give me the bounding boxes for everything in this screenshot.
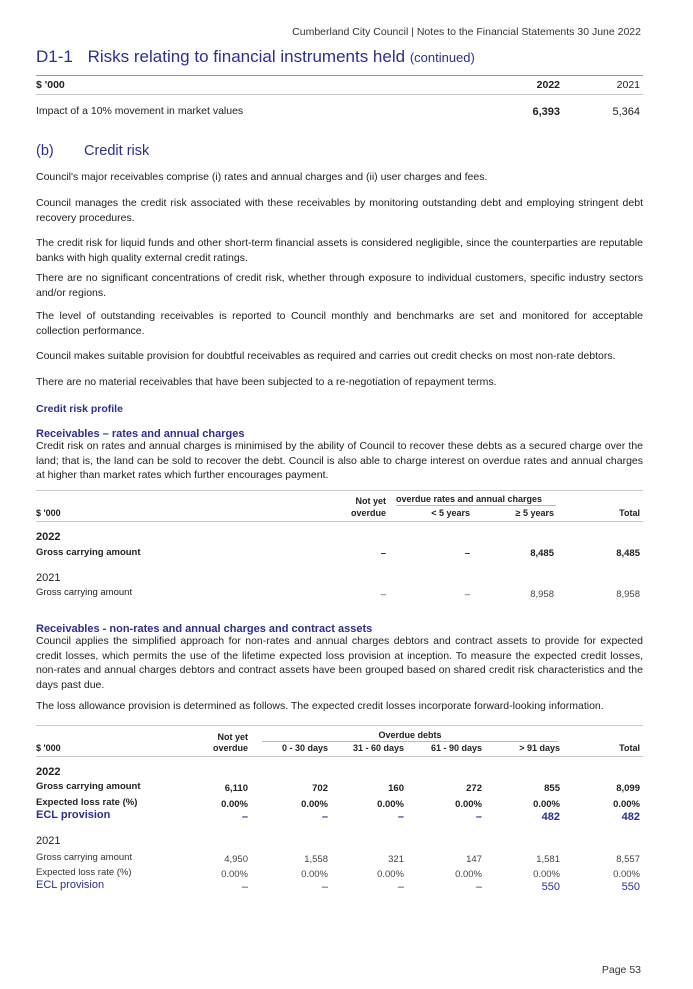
table-cell: 0.00% (301, 799, 328, 810)
not-yet-header: Not yet (217, 732, 248, 742)
table-cell: 482 (541, 811, 560, 823)
not-yet-header: Not yet (355, 496, 386, 506)
col-91-header: > 91 days (519, 743, 560, 753)
paragraph: There are no material receivables that have been subjected to a re-negotiation of repayment terms. (36, 376, 497, 388)
table-cell: 272 (466, 783, 482, 794)
total-header: Total (619, 508, 640, 518)
ecl-provision-label: ECL provision (36, 809, 111, 821)
table-cell: 8,485 (616, 548, 640, 559)
table-cell: 0.00% (221, 799, 248, 810)
col-31-60-header: 31 - 60 days (352, 743, 404, 753)
ecl-provision-label: ECL provision (36, 879, 105, 891)
group-header-rule (396, 505, 556, 506)
page-number: Page 53 (601, 964, 641, 976)
year-2021-label: 2021 (36, 835, 61, 847)
section-label: (b) (36, 143, 54, 159)
total-header: Total (619, 743, 640, 753)
note-title: Risks relating to financial instruments held (87, 47, 406, 66)
col-label: $ '000 (36, 743, 61, 753)
header-rule (36, 94, 643, 95)
market-value-2021: 5,364 (612, 106, 640, 118)
market-row-label: Impact of a 10% movement in market values (36, 105, 244, 117)
lt5-header: < 5 years (431, 508, 470, 518)
table-cell: 702 (312, 783, 328, 794)
nonrates-paragraph: Council applies the simplified approach for non-rates and annual charges debtors and contract assets to provide for expected credit losses, which permits the use of the lifetime expected loss provision at inception. To measure the expected credit losses, non-rates and annual charges debtors and contract assets have been grouped based on shared credit risk characteristics and the days past due. (36, 635, 643, 691)
gross-carrying-amount-label: Gross carrying amount (36, 587, 133, 598)
group-header: overdue rates and annual charges (396, 494, 543, 504)
table-cell: – (321, 811, 328, 823)
table-cell: 0.00% (377, 799, 404, 810)
table-cell: – (321, 881, 328, 893)
gross-carrying-amount-label: Gross carrying amount (36, 547, 141, 558)
table-cell: 8,958 (616, 589, 640, 600)
section-title: Credit risk (84, 143, 150, 159)
expected-loss-rate-label: Expected loss rate (%) (36, 867, 132, 878)
year-2021-label: 2021 (36, 572, 61, 584)
market-value-2022: 6,393 (532, 106, 560, 118)
overdue-header: overdue (212, 743, 248, 753)
col-label: $ '000 (36, 79, 65, 91)
rates-heading: Receivables – rates and annual charges (36, 428, 245, 440)
table-cell: 0.00% (455, 799, 482, 810)
expected-loss-rate-label: Expected loss rate (%) (36, 797, 138, 808)
paragraph: Council makes suitable provision for doubtful receivables as required and carries out credit checks on most non-rate debtors. (36, 350, 616, 362)
table-top-rule (36, 75, 643, 76)
col-label: $ '000 (36, 508, 61, 518)
table-cell: 0.00% (301, 869, 328, 880)
rates-header-rule (36, 521, 643, 522)
table-cell: 1,581 (536, 854, 560, 865)
overdue-header: overdue (350, 508, 386, 518)
table-cell: 0.00% (455, 869, 482, 880)
section-heading (36, 143, 149, 159)
nonrates-table-top-rule (36, 725, 643, 726)
group-header: Overdue debts (378, 730, 442, 740)
table-cell: 482 (621, 811, 640, 823)
table-cell: 550 (621, 881, 640, 893)
year-2022-label: 2022 (36, 531, 61, 543)
paragraph: There are no significant concentrations of credit risk, whether through exposure to individual customers, specific industry sectors and/or regions. (36, 272, 643, 299)
table-cell: – (380, 589, 386, 600)
table-cell: 855 (544, 783, 560, 794)
group-header-rule (262, 741, 558, 742)
note-number: D1-1 (36, 47, 73, 66)
year-2022-header: 2022 (536, 79, 560, 91)
table-cell: 8,485 (530, 548, 554, 559)
table-cell: – (397, 811, 404, 823)
gross-carrying-amount-label: Gross carrying amount (36, 781, 141, 792)
page-title (36, 47, 475, 67)
table-cell: 0.00% (533, 799, 560, 810)
table-cell: 0.00% (377, 869, 404, 880)
nonrates-paragraph-2: The loss allowance provision is determined as follows. The expected credit losses incorporate forward-looking information. (36, 700, 604, 712)
table-cell: 6,110 (224, 783, 248, 794)
table-cell: – (241, 881, 248, 893)
table-cell: 160 (388, 783, 404, 794)
table-cell: 1,558 (304, 854, 328, 865)
col-61-90-header: 61 - 90 days (430, 743, 482, 753)
table-cell: 4,950 (224, 854, 248, 865)
table-cell: 0.00% (613, 869, 640, 880)
nonrates-header-rule (36, 756, 643, 757)
rates-paragraph: Credit risk on rates and annual charges is minimised by the ability of Council to recover these debts as a secured charge over the land; that is, the land can be sold to recover the debt. Council is also able to charge interest on overdue rates and annual charges at higher than market rates which further encourages payment. (36, 440, 643, 481)
paragraph: The level of outstanding receivables is reported to Council monthly and benchmarks are set and monitored for acceptable collection performance. (36, 310, 643, 337)
credit-risk-profile-heading: Credit risk profile (36, 403, 123, 415)
table-cell: 0.00% (613, 799, 640, 810)
table-cell: 0.00% (533, 869, 560, 880)
table-cell: 550 (541, 881, 560, 893)
table-cell: – (380, 548, 386, 559)
year-2021-header: 2021 (616, 79, 640, 91)
paragraph: Council's major receivables comprise (i) rates and annual charges and (ii) user charges and fees. (36, 171, 488, 183)
continued-label: (continued) (409, 50, 475, 65)
running-header: Cumberland City Council | Notes to the Financial Statements 30 June 2022 (292, 26, 641, 38)
table-cell: 8,099 (616, 783, 640, 794)
table-cell: 321 (388, 854, 404, 865)
paragraph: The credit risk for liquid funds and other short-term financial assets is considered negligible, since the counterparties are reputable banks with high quality external credit ratings. (36, 237, 643, 264)
table-cell: – (397, 881, 404, 893)
year-2022-label: 2022 (36, 766, 61, 778)
table-cell: 147 (466, 854, 482, 865)
table-cell: – (464, 548, 470, 559)
nonrates-heading: Receivables - non-rates and annual charges and contract assets (36, 623, 373, 635)
col-0-30-header: 0 - 30 days (281, 743, 328, 753)
rates-table-top-rule (36, 490, 643, 491)
gross-carrying-amount-label: Gross carrying amount (36, 852, 133, 863)
table-cell: – (475, 811, 482, 823)
ge5-header: ≥ 5 years (515, 508, 554, 518)
table-cell: 8,557 (616, 854, 640, 865)
table-cell: – (241, 811, 248, 823)
table-cell: 8,958 (530, 589, 554, 600)
paragraph: Council manages the credit risk associated with these receivables by monitoring outstanding debt and employing stringent debt recovery procedures. (36, 197, 643, 224)
table-cell: – (475, 881, 482, 893)
table-cell: – (464, 589, 470, 600)
table-cell: 0.00% (221, 869, 248, 880)
